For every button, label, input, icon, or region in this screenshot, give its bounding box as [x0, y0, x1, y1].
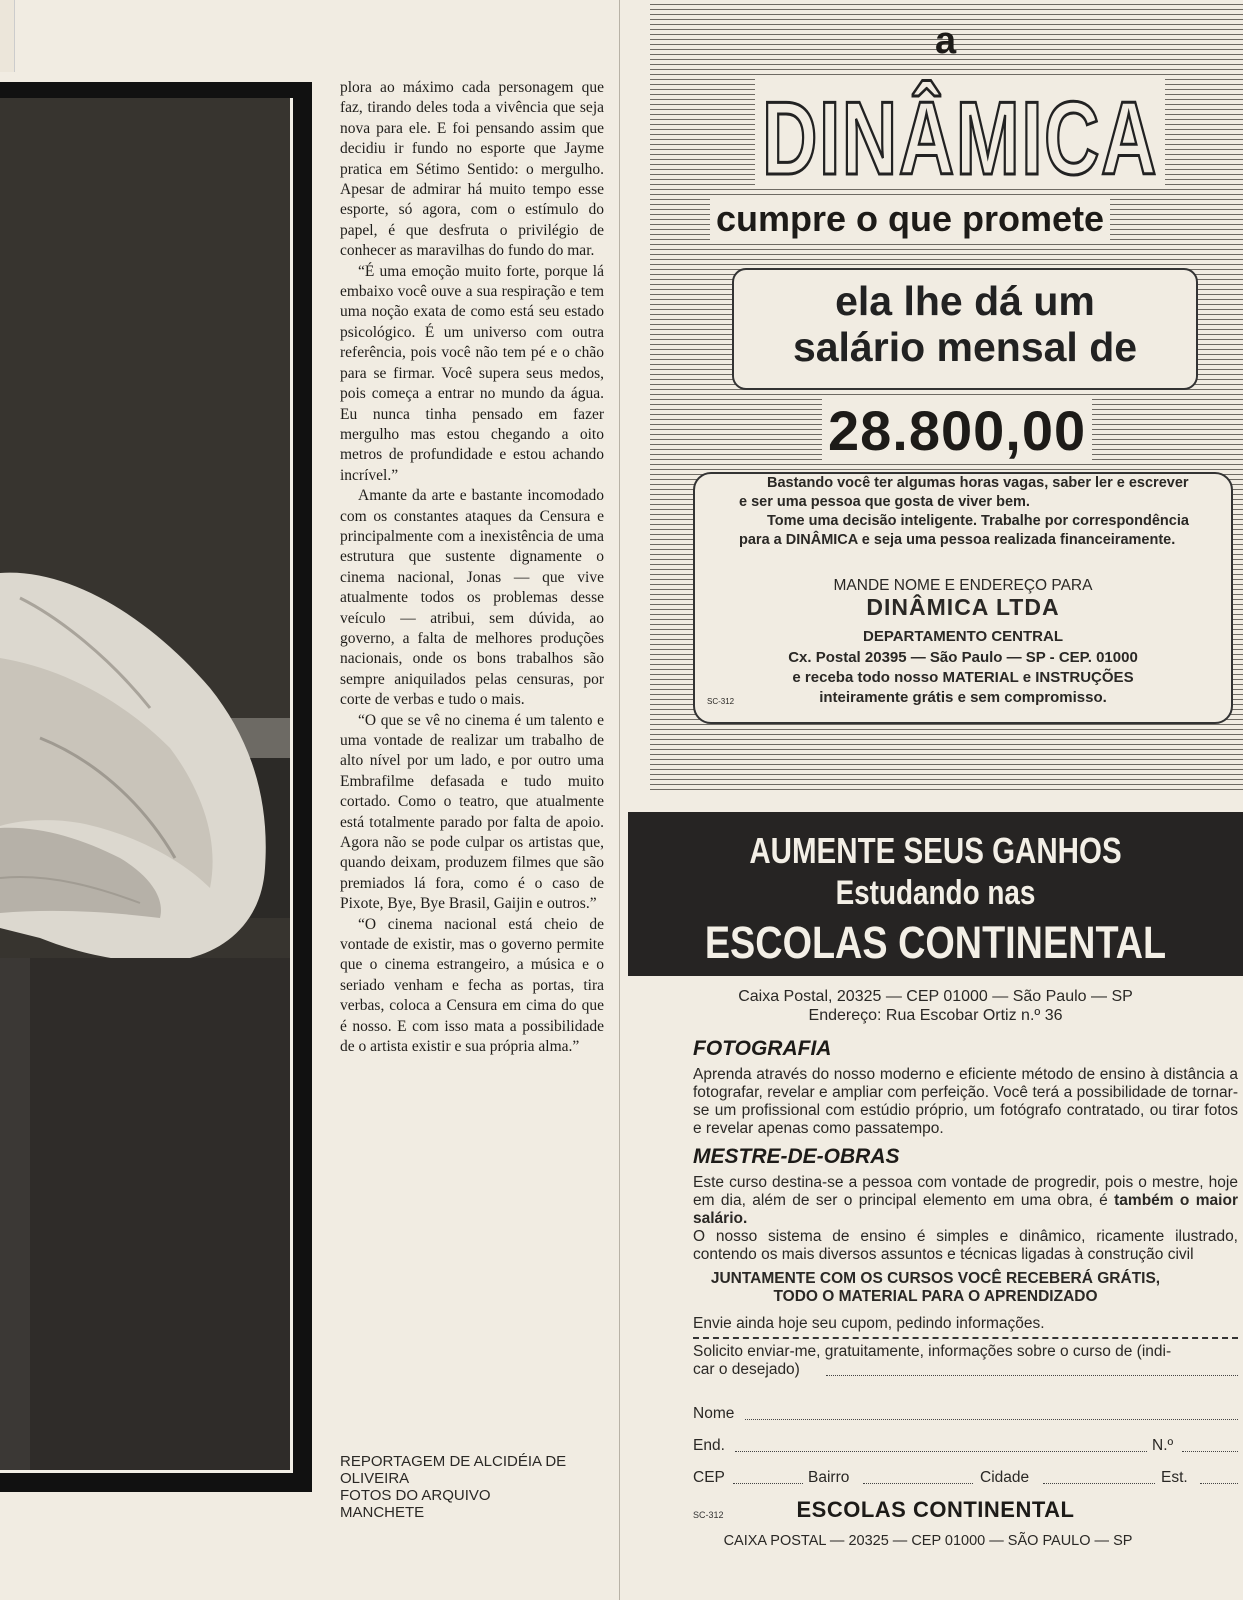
article-paragraph: Amante da arte e bastante incomodado com os constantes ataques da Censura e principalmente com a inexistência de uma estrutura que sustente dignamente o cinema nacional, Jonas — que vive atualmente todos os problemas desse veículo — atribui, sem dúvida, ao governo, a falta de melhores produções nacionais, onde os bons trabalhos são sempre aniquilados pelas censuras, por corte de verbas e tudo o mais. [340, 487, 604, 709]
dinamica-info-box [693, 472, 1233, 724]
credit-line: REPORTAGEM DE ALCIDÉIA DE [340, 1453, 567, 1470]
continental-banner [628, 812, 1243, 976]
article-credits [340, 1453, 600, 1521]
mestre-text-1: Este curso destina-se a pessoa com vontade de progredir, pois o mestre, hoje em dia, além de ser o principal elemento em uma obra, é [693, 1174, 1238, 1209]
dinamica-logo [755, 78, 1165, 193]
dinamica-company: DINÂMICA LTDA [866, 594, 1060, 620]
continental-address-2: Endereço: Rua Escobar Ortiz n.º 36 [808, 1007, 1063, 1024]
article-paragraph: plora ao máximo cada personagem que faz, tirando deles toda a vivência que seja nova para ele. E foi pensando assim que decidiu ir fundo no esporte que Jayme pratica em Sétimo Sentido: o mergulho. Apesar de admirar há muito tempo esse esporte, só agora, com o estímulo do papel, é que desfruta o privilégio de conhecer as maravilhas do fundo do mar. [340, 79, 604, 260]
salary-line: salário mensal de [792, 324, 1138, 370]
gratis-line-1: JUNTAMENTE COM OS CURSOS VOCÊ RECEBERÁ GRÁTIS, [710, 1270, 1161, 1287]
credit-line: MANCHETE [340, 1504, 425, 1521]
est-label: Est. [1161, 1469, 1188, 1486]
bairro-field[interactable] [863, 1483, 973, 1484]
mestre-text [693, 1174, 1238, 1228]
cidade-field[interactable] [1043, 1483, 1155, 1484]
dinamica-p1: Bastando você ter algumas horas vagas, saber ler e escrever e ser uma pessoa que gosta de viver bem. [739, 475, 1189, 510]
photo-frame [0, 98, 293, 1473]
end-field[interactable] [735, 1451, 1147, 1452]
course-field[interactable] [826, 1375, 1238, 1376]
solicito-text-2: car o desejado) [693, 1361, 800, 1378]
continental-address-1: Caixa Postal, 20325 — CEP 01000 — São Paulo — SP [738, 988, 1133, 1005]
mestre-heading: MESTRE-DE-OBRAS [693, 1145, 900, 1168]
dinamica-gratis: inteiramente grátis e sem compromisso. [819, 689, 1107, 706]
banner-line-1: AUMENTE SEUS GANHOS [749, 830, 1122, 871]
dinamica-logo-text: DINÂMICA [762, 81, 1158, 188]
end-label: End. [693, 1437, 725, 1454]
coupon-cut-line [693, 1337, 1238, 1339]
salary-line: ela lhe dá um [835, 278, 1095, 324]
banner-line-3: ESCOLAS CONTINENTAL [704, 917, 1167, 968]
dinamica-code: SC-312 [707, 697, 735, 706]
dinamica-a: a [935, 20, 957, 62]
est-field[interactable] [1200, 1483, 1238, 1484]
dinamica-tagline: cumpre o que promete [710, 198, 1110, 240]
dinamica-amount: 28.800,00 [822, 398, 1092, 463]
continental-code: SC-312 [693, 1510, 724, 1520]
article-paragraph: “O cinema nacional está cheio de vontade de existir, mas o governo permite que o cinema estrangeiro, a música e o seriado venham e fecha as portas, tira verbas, coloca a Censura em cima do que é nosso. E com isso mata a possibilidade de o artista existir e sua própria alma.” [340, 915, 604, 1056]
cidade-label: Cidade [980, 1469, 1030, 1486]
article-paragraph: “O que se vê no cinema é um talento e uma vontade de realizar um trabalho de alto nível por um lado, e por outro uma Embrafilme defasada e tudo muito cortado. Como o teatro, que atualmente está totalmente parado por falta de apoio. Agora não se pode culpar os artistas que, quando deixam, produzem filmes que são premiados lá fora, como é o caso de Pixote, Bye, Bye Brasil, Gaijin e outros.” [340, 711, 604, 913]
dinamica-address: Cx. Postal 20395 — São Paulo — SP - CEP. 01000 [788, 649, 1138, 666]
continental-footer-title: ESCOLAS CONTINENTAL [796, 1497, 1075, 1522]
cep-label: CEP [693, 1469, 725, 1486]
dinamica-dept: DEPARTAMENTO CENTRAL [863, 628, 1063, 645]
dinamica-salary-box [732, 268, 1198, 390]
dinamica-receba: e receba todo nosso MATERIAL e INSTRUÇÕES [792, 669, 1134, 686]
cep-field[interactable] [733, 1483, 803, 1484]
credit-line: FOTOS DO ARQUIVO [340, 1487, 491, 1504]
nome-label: Nome [693, 1405, 735, 1422]
dinamica-mande: MANDE NOME E ENDEREÇO PARA [833, 577, 1093, 594]
mestre-text-2: O nosso sistema de ensino é simples e dinâmico, ricamente ilustrado, contendo os mais diversos assuntos e técnicas ligadas à construção civil [693, 1228, 1238, 1263]
page-edge-strip [0, 0, 15, 72]
dinamica-p2: Tome uma decisão inteligente. Trabalhe por correspondência para a DINÂMICA e seja uma pessoa realizada financeiramente. [739, 513, 1189, 548]
continental-footer-address: CAIXA POSTAL — 20325 — CEP 01000 — SÃO PAULO — SP [723, 1533, 1133, 1549]
credit-line: OLIVEIRA [340, 1470, 410, 1487]
article-text [340, 78, 604, 1058]
article-paragraph: “É uma emoção muito forte, porque lá embaixo você ouve a sua respiração e tem uma noção exata de como está seu estado psicológico. É um universo com outra referência, pois você não tem pé e o chão para se firmar. Você supera seus medos, pois começa a entrar no mundo da água. Eu nunca tinha pensado em fazer mergulho mas estou chegando a oito metros de profundidade e estou achando incrível.” [340, 262, 604, 484]
nome-field[interactable] [745, 1419, 1238, 1420]
num-field[interactable] [1182, 1451, 1238, 1452]
num-label: N.º [1152, 1437, 1174, 1454]
page-fold [619, 0, 620, 1600]
photo-illustration [0, 98, 290, 1470]
fotografia-text: Aprenda através do nosso moderno e eficiente método de ensino à distância a fotografar, revelar e ampliar com perfeição. Você terá a possibilidade de tornar-se um profissional com estúdio próprio, um fotógrafo contratado, ou tirar fotos e revelar apenas como passatempo. [693, 1066, 1238, 1137]
gratis-line-2: TODO O MATERIAL PARA O APRENDIZADO [773, 1288, 1098, 1305]
bairro-label: Bairro [808, 1469, 850, 1486]
fotografia-heading: FOTOGRAFIA [693, 1037, 832, 1060]
article-photo [0, 82, 312, 1492]
solicito-text-1: Solicito enviar-me, gratuitamente, informações sobre o curso de (indi- [693, 1343, 1172, 1360]
envie-text: Envie ainda hoje seu cupom, pedindo informações. [693, 1315, 1045, 1332]
mestre-text-bold: também o maior salário. [693, 1192, 1238, 1227]
banner-line-2: Estudando nas [835, 874, 1036, 912]
